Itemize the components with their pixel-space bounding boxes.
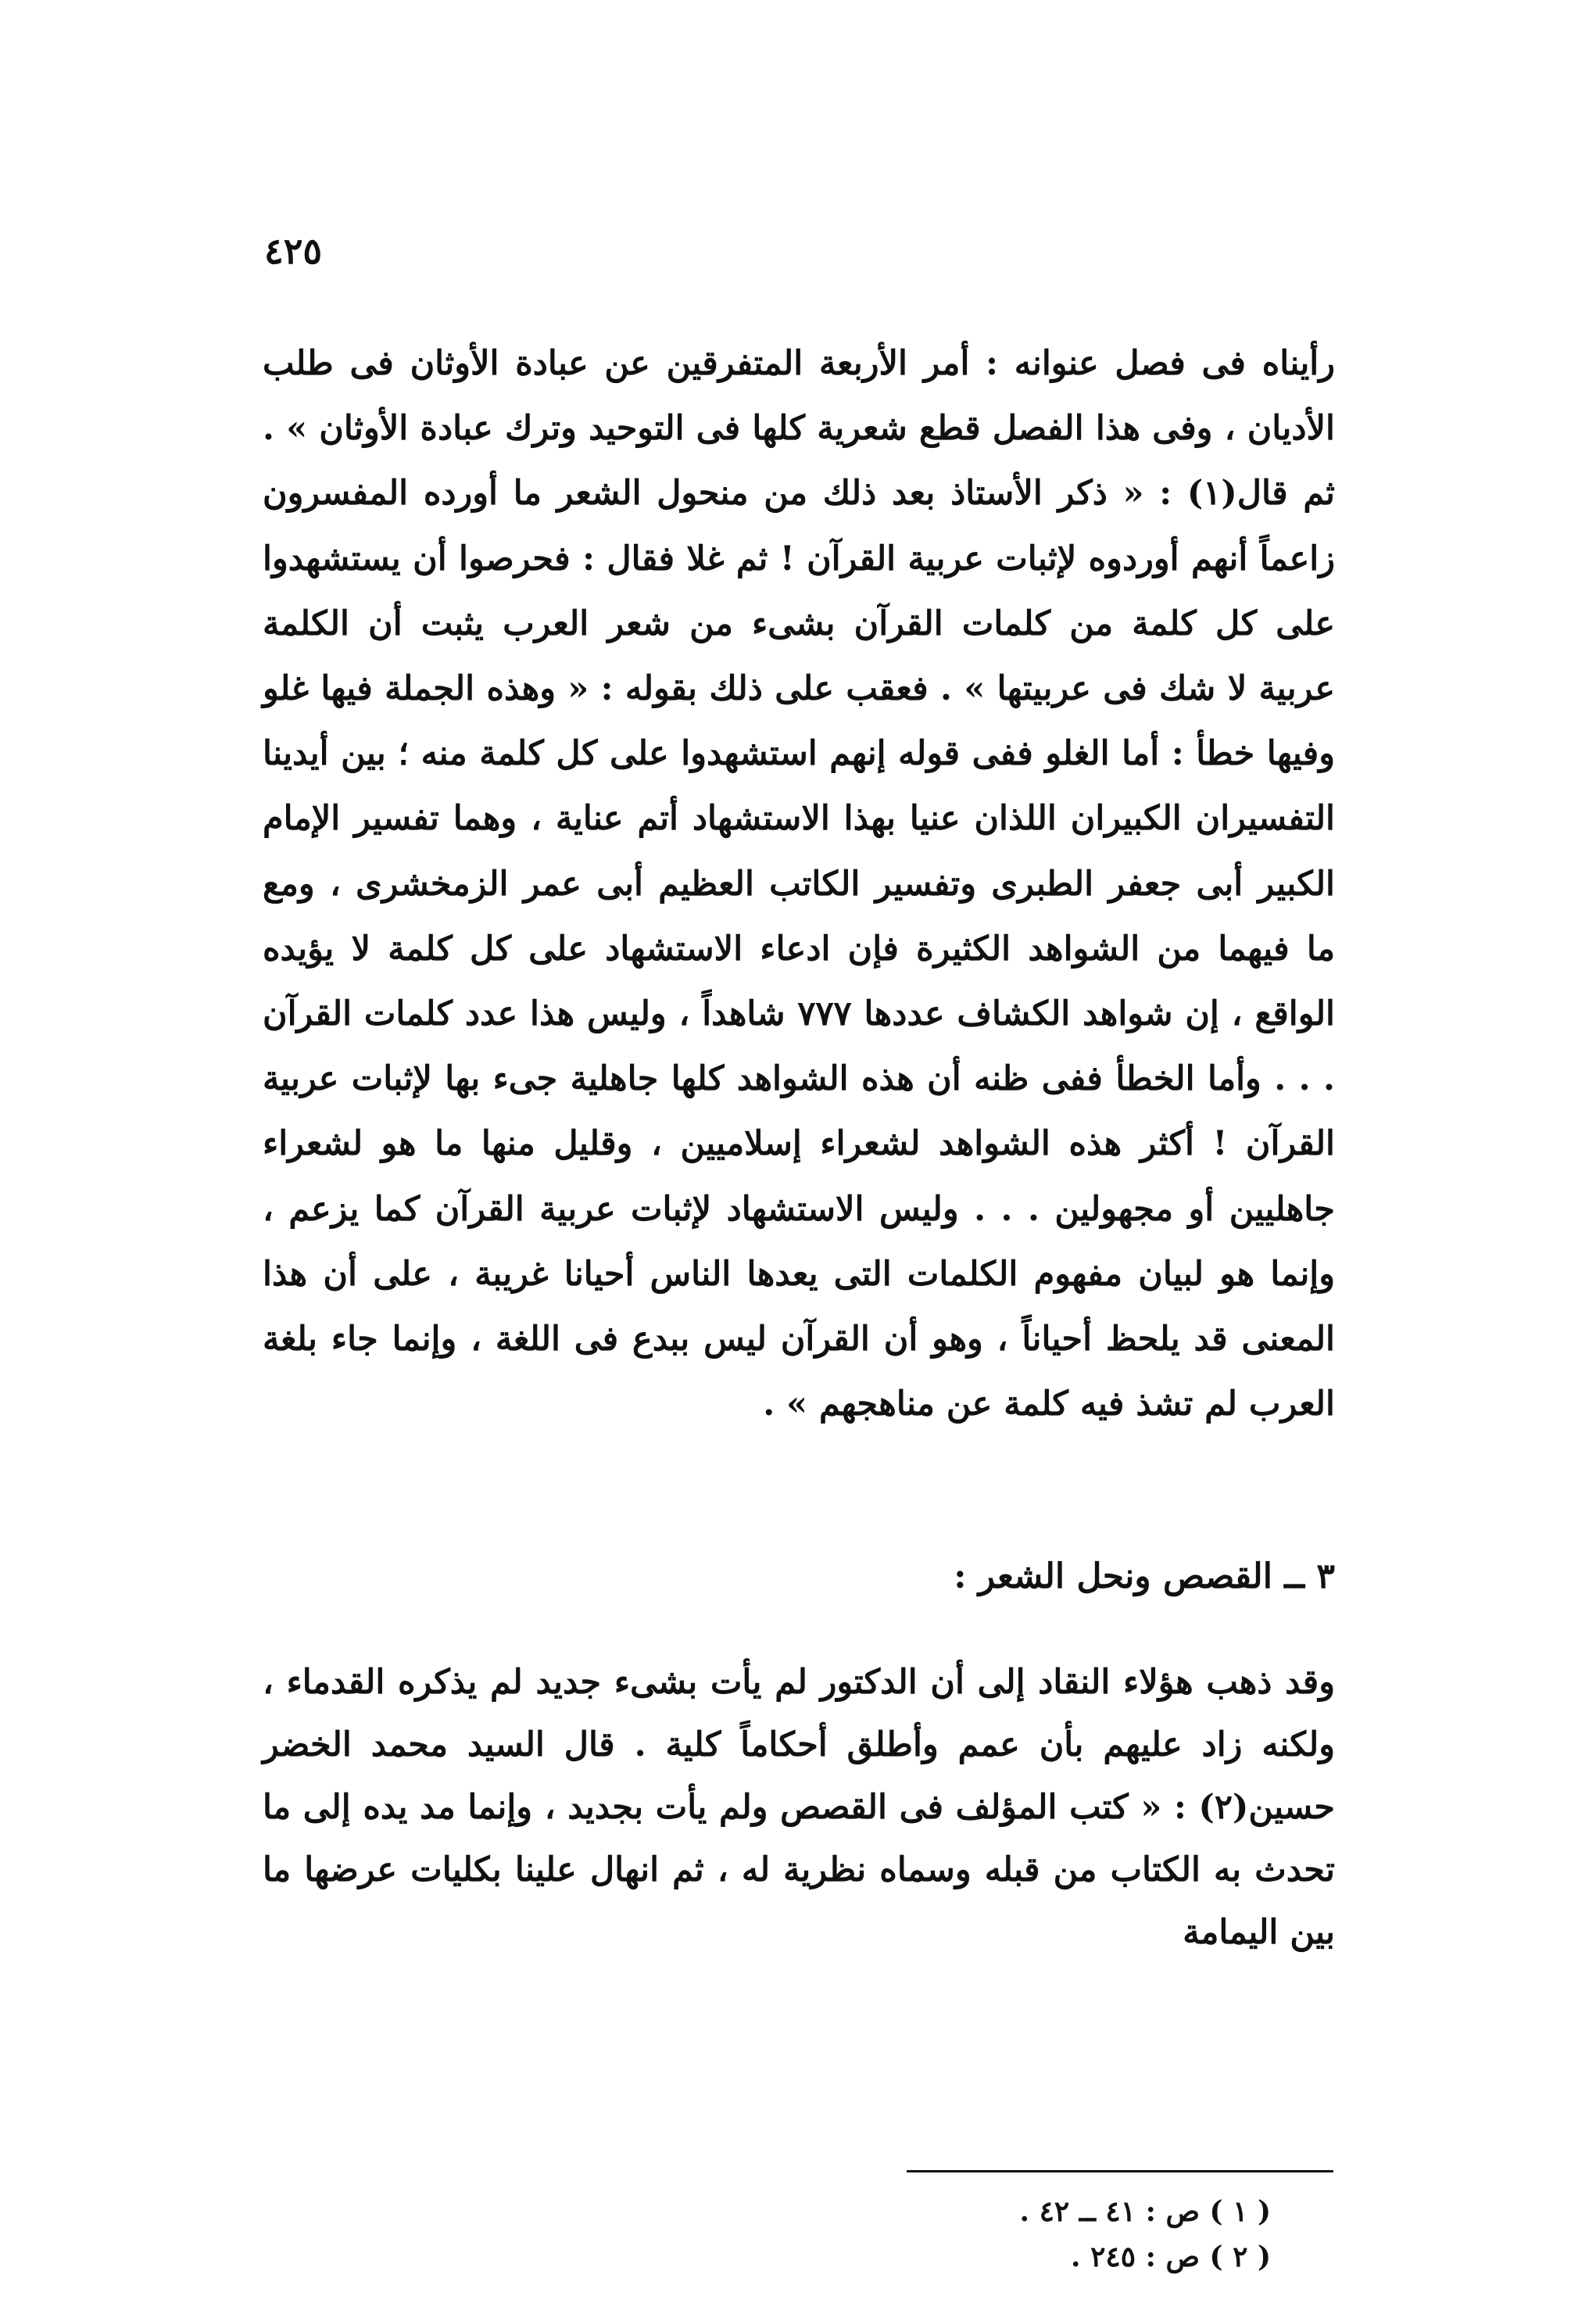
section-heading: ٣ ــ القصص ونحل الشعر : bbox=[954, 1556, 1335, 1596]
page-number: ٤٢٥ bbox=[264, 230, 323, 272]
main-text-block bbox=[263, 331, 1335, 1437]
footnotes bbox=[1020, 2189, 1272, 2280]
section-text-block bbox=[263, 1651, 1335, 1964]
footnote-1: ( ١ ) ص : ٤١ ــ ٤٢ . bbox=[1019, 2195, 1271, 2228]
footnote-divider bbox=[907, 2170, 1333, 2172]
footnote-2: ( ٢ ) ص : ٢٤٥ . bbox=[1071, 2240, 1271, 2273]
body-paragraph: رأيناه فى فصل عنوانه : أمر الأربعة المتفرقين عن عبادة الأوثان فى طلب الأديان ، وفى هذا الفصل قطع شعرية كلها فى التوحيد وترك عبادة الأوثان » . ثم قال(١) : « ذكر الأستاذ بعد ذلك من منحول الشعر ما أورده المفسرون زاعماً أنهم أوردوه لإثبات عربية القرآن ! ثم غلا فقال : فحرصوا أن يستشهدوا على كل كلمة من كلمات القرآن بشىء من شعر العرب يثبت أن الكلمة عربية لا شك فى عربيتها » . فعقب على ذلك بقوله : « وهذه الجملة فيها غلو وفيها خطأ : أما الغلو ففى قوله إنهم استشهدوا على كل كلمة منه ؛ بين أيدينا التفسيران الكبيران اللذان عنيا بهذا الاستشهاد أتم عناية ، وهما تفسير الإمام الكبير أبى جعفر الطبرى وتفسير الكاتب العظيم أبى عمر الزمخشرى ، ومع ما فيهما من الشواهد الكثيرة فإن ادعاء الاستشهاد على كل كلمة لا يؤيده الواقع ، إن شواهد الكشاف عددها ٧٧٧ شاهداً ، وليس هذا عدد كلمات القرآن . . . وأما الخطأ ففى ظنه أن هذه الشواهد كلها جاهلية جىء بها لإثبات عربية القرآن ! أكثر هذه الشواهد لشعراء إسلاميين ، وقليل منها ما هو لشعراء جاهليين أو مجهولين . . . وليس الاستشهاد لإثبات عربية القرآن كما يزعم ، وإنما هو لبيان مفهوم الكلمات التى يعدها الناس أحيانا غريبة ، على أن هذا المعنى قد يلحظ أحياناً ، وهو أن القرآن ليس ببدع فى اللغة ، وإنما جاء بلغة العرب لم تشذ فيه كلمة عن مناهجهم » . bbox=[263, 344, 1335, 1424]
section-paragraph: وقد ذهب هؤلاء النقاد إلى أن الدكتور لم يأت بشىء جديد لم يذكره القدماء ، ولكنه زاد عليهم بأن عمم وأطلق أحكاماً كلية . قال السيد محمد الخضر حسين(٢) : « كتب المؤلف فى القصص ولم يأت بجديد ، وإنما مد يده إلى ما تحدث به الكتاب من قبله وسماه نظرية له ، ثم انهال علينا بكليات عرضها ما بين اليمامة bbox=[263, 1663, 1335, 1952]
